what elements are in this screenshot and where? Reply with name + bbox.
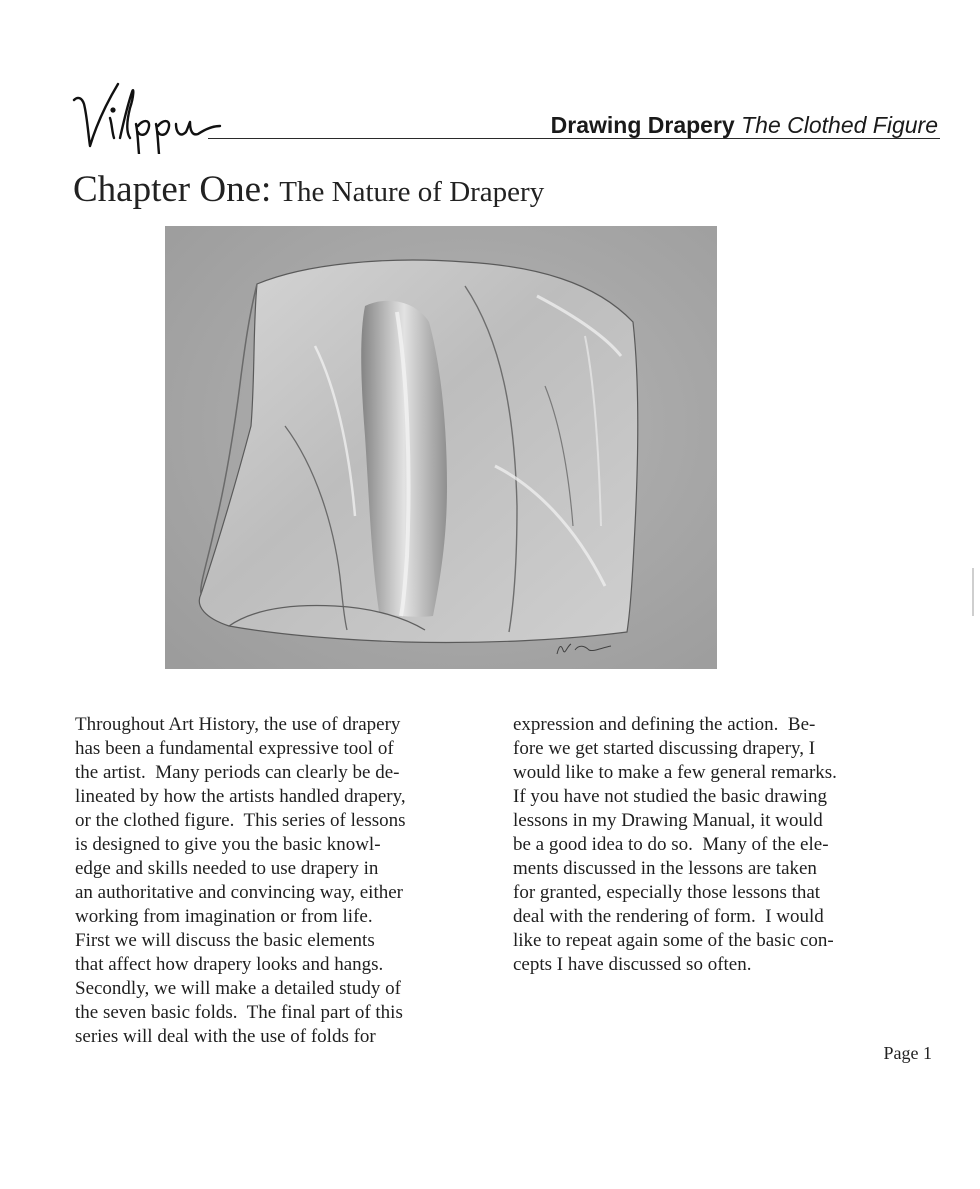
body-line: be a good idea to do so. Many of the ele- xyxy=(513,834,829,855)
body-line: edge and skills needed to use drapery in xyxy=(75,858,379,879)
body-line: for granted, especially those lessons that xyxy=(513,882,821,903)
body-line: If you have not studied the basic drawing xyxy=(513,786,827,807)
body-line: like to repeat again some of the basic con- xyxy=(513,930,834,951)
series-title-bold: Drawing Drapery xyxy=(550,112,735,138)
body-line: or the clothed figure. This series of lessons xyxy=(75,810,406,831)
series-title-italic: The Clothed Figure xyxy=(741,112,938,138)
body-line: that affect how drapery looks and hangs. xyxy=(75,954,384,975)
body-line: would like to make a few general remarks. xyxy=(513,762,837,783)
body-line: has been a fundamental expressive tool of xyxy=(75,738,394,759)
body-line: First we will discuss the basic elements xyxy=(75,930,375,951)
body-line: lineated by how the artists handled drapery, xyxy=(75,786,406,807)
page-number: Page 1 xyxy=(883,1043,932,1063)
body-line: working from imagination or from life. xyxy=(75,906,373,927)
chapter-label: Chapter One: xyxy=(73,169,272,210)
body-column-left xyxy=(75,713,485,1049)
series-title xyxy=(551,112,938,139)
body-line: cepts I have discussed so often. xyxy=(513,954,752,975)
body-line: Secondly, we will make a detailed study of xyxy=(75,978,401,999)
body-line: ments discussed in the lessons are taken xyxy=(513,858,817,879)
body-line: an authoritative and convincing way, either xyxy=(75,882,403,903)
scan-artifact-mark xyxy=(971,568,975,616)
body-line: fore we get started discussing drapery, I xyxy=(513,738,816,759)
drapery-drawing-image xyxy=(165,226,717,669)
body-line: expression and defining the action. Be- xyxy=(513,714,816,735)
chapter-subtitle: The Nature of Drapery xyxy=(279,176,545,208)
vilppu-signature-logo xyxy=(72,74,242,154)
body-line: the seven basic folds. The final part of this xyxy=(75,1002,403,1023)
body-line: series will deal with the use of folds for xyxy=(75,1026,376,1047)
body-line: deal with the rendering of form. I would xyxy=(513,906,824,927)
body-line: Throughout Art History, the use of drapery xyxy=(75,714,401,735)
body-line: lessons in my Drawing Manual, it would xyxy=(513,810,823,831)
page-header xyxy=(68,70,940,150)
body-column-right xyxy=(513,713,943,977)
body-line: the artist. Many periods can clearly be de- xyxy=(75,762,400,783)
body-line: is designed to give you the basic knowl- xyxy=(75,834,381,855)
chapter-heading xyxy=(73,168,544,211)
